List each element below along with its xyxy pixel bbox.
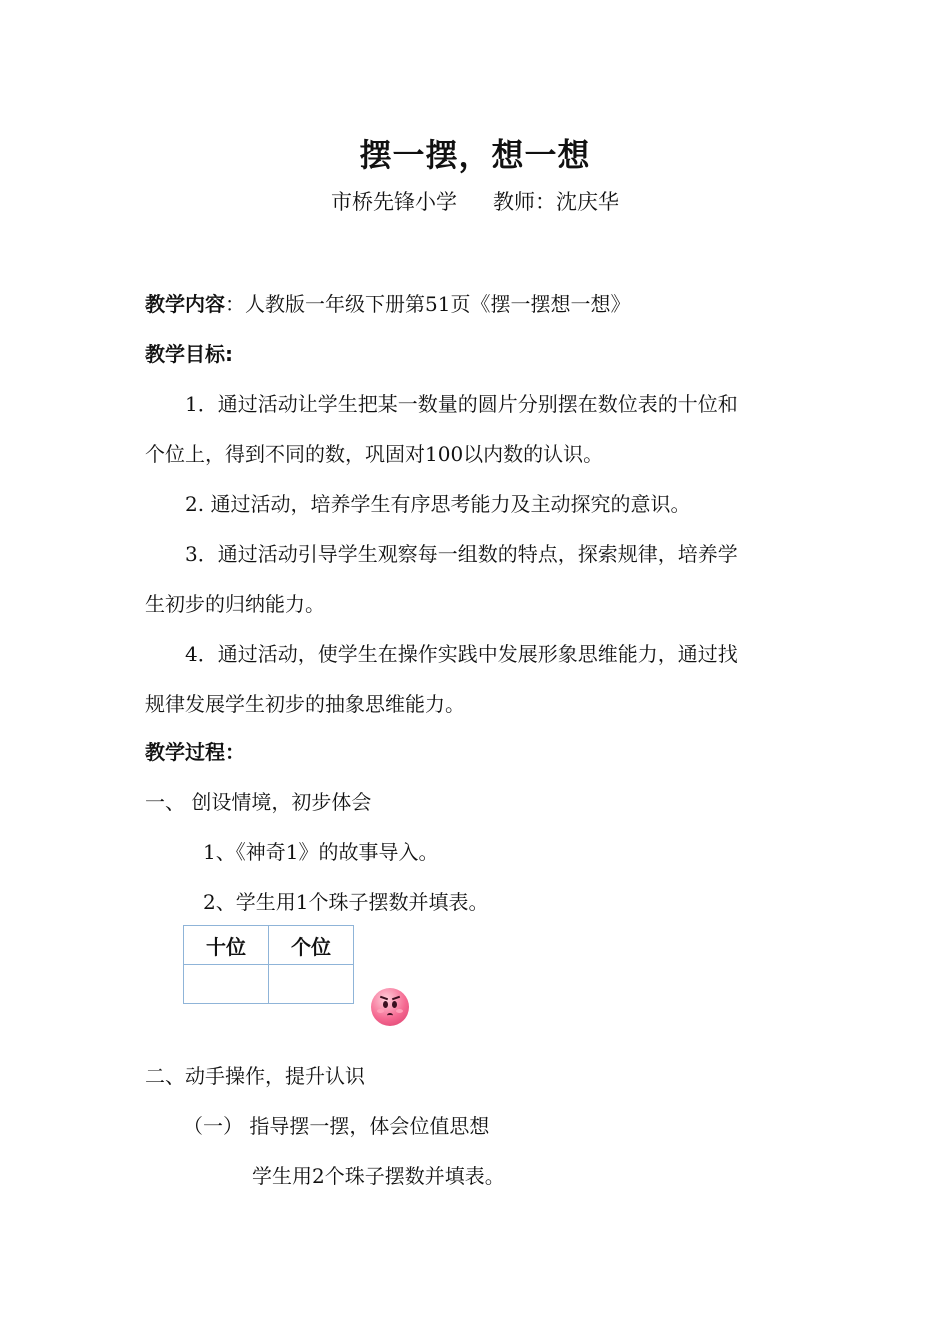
header-tens: 十位 bbox=[184, 926, 269, 965]
teacher-name: 教师：沈庆华 bbox=[493, 190, 619, 214]
table-row bbox=[184, 965, 354, 1004]
section-1-title: 一、 创设情境，初步体会 bbox=[145, 790, 372, 814]
header-ones: 个位 bbox=[269, 926, 354, 965]
objective-4-line2: 规律发展学生初步的抽象思维能力。 bbox=[145, 692, 465, 716]
objective-1-line1: 1．通过活动让学生把某一数量的圆片分别摆在数位表的十位和 bbox=[185, 392, 738, 416]
section-2-title: 二、动手操作，提升认识 bbox=[145, 1064, 365, 1088]
school-name: 市桥先锋小学 bbox=[331, 190, 457, 214]
teaching-content-text: ：人教版一年级下册第51页《摆一摆想一想》 bbox=[225, 292, 631, 316]
smiley-face-icon bbox=[371, 988, 409, 1026]
section-1-step-1: 1、《神奇1》的故事导入。 bbox=[203, 840, 439, 864]
section-2-sub-1-text: 学生用2个珠子摆数并填表。 bbox=[252, 1164, 505, 1188]
section-1-step-2: 2、学生用1个珠子摆数并填表。 bbox=[203, 890, 489, 914]
teaching-content-label: 教学内容 bbox=[145, 292, 225, 316]
objective-3-line1: 3．通过活动引导学生观察每一组数的特点，探索规律，培养学 bbox=[185, 542, 738, 566]
section-2-sub-1: （一） 指导摆一摆，体会位值思想 bbox=[183, 1114, 490, 1138]
process-heading: 教学过程： bbox=[145, 740, 245, 764]
cell-ones bbox=[269, 965, 354, 1004]
objective-2-line1: 2. 通过活动，培养学生有序思考能力及主动探究的意识。 bbox=[185, 492, 691, 516]
place-value-table bbox=[183, 925, 354, 1004]
cell-tens bbox=[184, 965, 269, 1004]
table-header-row bbox=[184, 926, 354, 965]
subtitle bbox=[0, 186, 950, 216]
objective-4-line1: 4．通过活动，使学生在操作实践中发展形象思维能力，通过找 bbox=[185, 642, 738, 666]
teaching-content bbox=[145, 288, 630, 317]
objective-3-line2: 生初步的归纳能力。 bbox=[145, 592, 325, 616]
page-title: 摆一摆，想一想 bbox=[359, 136, 591, 174]
objective-1-line2: 个位上，得到不同的数，巩固对100以内数的认识。 bbox=[145, 442, 604, 466]
objectives-heading: 教学目标: bbox=[145, 342, 233, 366]
